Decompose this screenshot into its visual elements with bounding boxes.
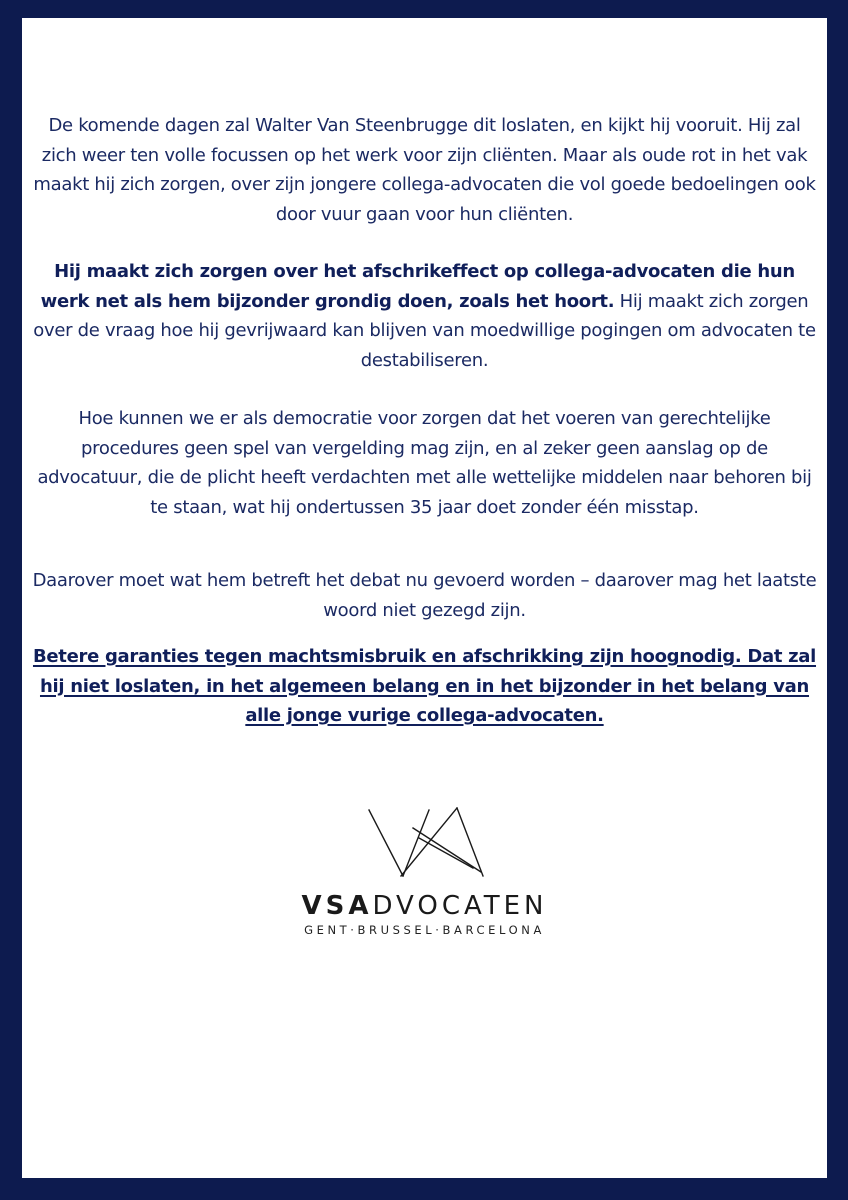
vsadvocaten-logo	[22, 806, 827, 936]
logo-name	[22, 891, 827, 921]
logo-name-bold: VSA	[301, 891, 373, 921]
paragraph-concern	[30, 257, 819, 375]
paragraph-debate: Daarover moet wat hem betreft het debat nu gevoerd worden – daarover mag het laatste woord niet gezegd zijn.	[32, 570, 817, 621]
paragraph-conclusion: Betere garanties tegen machtsmisbruik en afschrikking zijn hoognodig. Dat zal hij niet loslaten, in het algemeen belang en in het bijzonder in het belang van alle jonge vurige collega-advocaten.	[32, 646, 817, 726]
paragraph-concern-bold: Hij maakt zich zorgen over het afschrikeffect op collega-advocaten die hun werk net als hem bijzonder grondig doen, zoals het hoort.	[40, 261, 795, 312]
logo-cities: GENT·BRUSSEL·BARCELONA	[304, 923, 545, 937]
paragraph-democracy: Hoe kunnen we er als democratie voor zorgen dat het voeren van gerechtelijke procedures geen spel van vergelding mag zijn, en al zeker geen aanslag op de advocatuur, die de plicht heeft verdachten met alle wettelijke middelen naar behoren bij te staan, wat hij ondertussen 35 jaar doet zonder één misstap.	[37, 408, 812, 518]
vsa-logo-mark-icon	[367, 806, 487, 884]
paragraph-concern-rest: Hij maakt zich zorgen over de vraag hoe hij gevrijwaard kan blijven van moedwillige pogingen om advocaten te destabiliseren.	[33, 290, 816, 371]
paragraph-intro: De komende dagen zal Walter Van Steenbrugge dit loslaten, en kijkt hij vooruit. Hij zal zich weer ten volle focussen op het werk voor zijn cliënten. Maar als oude rot in het vak maakt hij zich zorgen, over zijn jongere collega-advocaten die vol goede bedoelingen ook door vuur gaan voor hun cliënten.	[33, 115, 816, 225]
logo-name-rest: DVOCATEN	[372, 891, 548, 921]
document-page	[22, 18, 827, 1178]
